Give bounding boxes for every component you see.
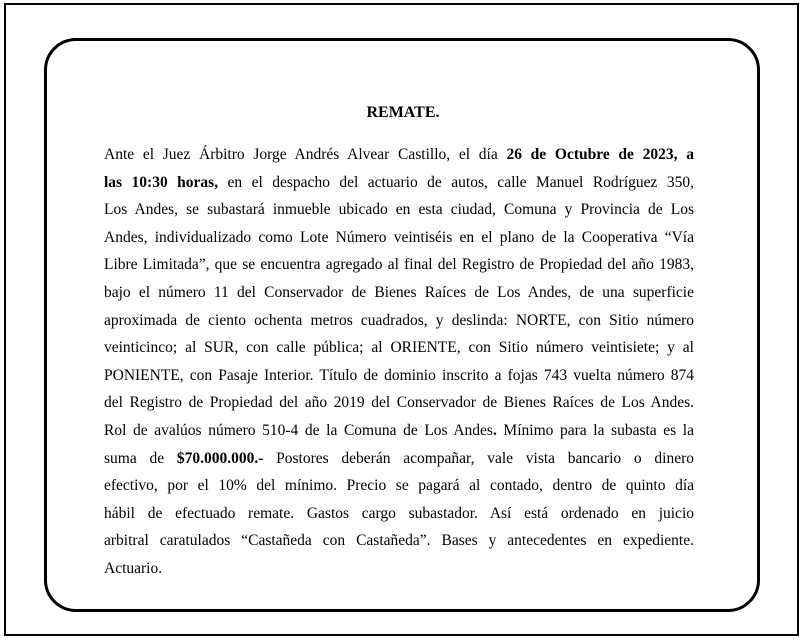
text-line — [104, 417, 694, 445]
text-segment: hábil de efectuado remate. Gastos cargo subastador. Así está ordenado en juicio — [104, 504, 694, 522]
bold-text-segment: $70.000.000.- — [176, 449, 264, 467]
text-line — [104, 362, 694, 390]
text-line — [104, 445, 694, 473]
text-line — [104, 169, 694, 197]
text-segment: Los Andes, se subastará inmueble ubicado en esta ciudad, Comuna y Provincia de Los — [104, 201, 694, 219]
text-segment: Actuario. — [104, 559, 163, 577]
text-segment: efectivo, por el 10% del mínimo. Precio se pagará al contado, dentro de quinto día — [104, 477, 694, 495]
text-segment: arbitral caratulados “Castañeda con Castañeda”. Bases y antecedentes en expediente. — [104, 532, 694, 550]
text-line — [104, 527, 694, 555]
text-segment: Andes, individualizado como Lote Número veintiséis en el plano de la Cooperativa “Vía — [104, 228, 694, 246]
text-line — [104, 472, 694, 500]
text-segment: suma de — [104, 449, 177, 467]
text-segment: Mínimo para la subasta es la — [496, 421, 694, 439]
text-segment: Libre Limitada”, que se encuentra agregado al final del Registro de Propiedad del año 1983, — [104, 256, 694, 274]
text-line — [104, 224, 694, 252]
text-segment: aproximada de ciento ochenta metros cuadrados, y deslinda: NORTE, con Sitio número — [104, 311, 694, 329]
text-line — [104, 251, 694, 279]
text-segment: PONIENTE, con Pasaje Interior. Título de dominio inscrito a fojas 743 vuelta número 874 — [104, 366, 694, 384]
text-line — [104, 307, 694, 335]
text-line — [104, 389, 694, 417]
text-line — [104, 500, 694, 528]
text-segment: Ante el Juez Árbitro Jorge Andrés Alvear Castillo, el día — [104, 146, 507, 163]
text-line — [104, 196, 694, 224]
text-segment: veinticinco; al SUR, con calle pública; al ORIENTE, con Sitio número veintisiete; y al — [104, 339, 694, 357]
text-segment: en el despacho del actuario de autos, calle Manuel Rodríguez 350, — [218, 173, 694, 191]
text-line — [104, 555, 694, 583]
text-line — [104, 141, 694, 169]
text-segment: Rol de avalúos número 510-4 de la Comuna de Los Andes — [104, 421, 493, 439]
text-segment: Postores deberán acompañar, vale vista bancario o dinero — [263, 449, 694, 467]
bold-text-segment: 26 de Octubre de 2023, a — [506, 146, 694, 163]
bold-text-segment: . — [492, 421, 497, 439]
notice-title: REMATE. — [366, 104, 440, 121]
text-segment: bajo el número 11 del Conservador de Bienes Raíces de Los Andes, de una superficie — [104, 283, 694, 301]
text-segment: del Registro de Propiedad del año 2019 del Conservador de Bienes Raíces de Los Andes. — [104, 394, 694, 412]
bold-text-segment: las 10:30 horas, — [104, 173, 219, 191]
notice-body — [104, 141, 694, 583]
text-line — [104, 279, 694, 307]
text-line — [104, 334, 694, 362]
